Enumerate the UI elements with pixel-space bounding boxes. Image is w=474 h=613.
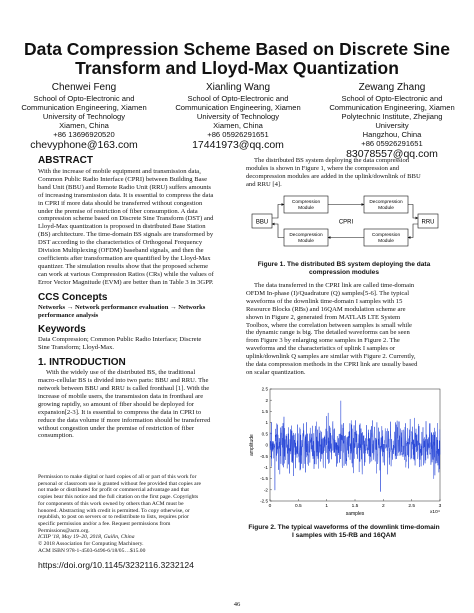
text-line: With the increase of mobile equipment and transmission data, (38, 168, 201, 175)
x-tick-label: 3 (438, 504, 442, 509)
text-line: I samples with 15-RB and 16QAM (291, 532, 397, 539)
paper-title-line1: Data Compression Scheme Based on Discrete Sine (24, 39, 450, 59)
text-line: compression scheme based on Discrete Sine Transform (DST) and (38, 215, 214, 223)
x-tick-label: 2 (381, 504, 385, 509)
ccs-body (38, 304, 236, 320)
author-affiliation: University of Technology (42, 112, 126, 121)
author-block-3 (312, 82, 472, 161)
x-tick-label: 2.5 (408, 504, 416, 509)
module-label: Module (298, 206, 314, 211)
introduction-body (38, 369, 236, 440)
author-affiliation: School of Opto-Electronic and (187, 94, 289, 103)
y-tick-label: -2 (263, 487, 268, 493)
text-line: copies bear this notice and the full citation on the first page. Copyrights (38, 494, 199, 501)
text-line: © 2018 Association for Computing Machinery. (38, 541, 144, 548)
ccs-heading: CCS Concepts (38, 291, 108, 303)
text-line: decompression modules are added in the uplink/downlink of BBU (246, 172, 421, 180)
author-email: 17441973@qq.com (192, 139, 284, 151)
text-line: ICIIP '18, May 19–20, 2018, Guilin, China (38, 534, 135, 541)
text-line: under the premise of restriction of fiber consumption. A data (38, 207, 198, 215)
y-tick-label: 1 (265, 420, 268, 426)
text-line: Sine Transform; Lloyd-Max. (38, 344, 115, 352)
text-line: waveforms of the downlink time-domain I samples with 15 (246, 297, 403, 305)
right-paragraph-1 (246, 157, 442, 189)
author-affiliation: Communication Engineering, Xiamen (21, 103, 147, 112)
bbu-label: BBU (255, 219, 269, 226)
page-number: 46 (233, 601, 241, 608)
text-line: specific permission and/or a fee. Request permissions from (38, 520, 171, 527)
y-tick-label: 2.5 (261, 386, 268, 392)
text-line: shown in Figure 2, generated from MATLAB LTE System (246, 313, 401, 321)
text-line: compression modules (309, 269, 379, 276)
text-line: for components of this work owned by others than ACM must be (38, 500, 184, 507)
y-tick-label: 0.5 (261, 431, 268, 437)
text-line: Resource Blocks (RBs) and 16QAM modulation scheme are (246, 305, 406, 313)
module-label: Module (298, 239, 314, 244)
text-line: waveforms and the characteristics of uplink I samples or (246, 345, 396, 353)
text-line: performance analysis (38, 311, 99, 319)
left-column (38, 155, 236, 440)
text-line: without congestion under the premise of restriction of fiber (38, 424, 195, 432)
text-line: The distributed BS system deploying the data compression (254, 157, 410, 164)
cpri-label: CPRI (338, 219, 354, 226)
abstract-heading: ABSTRACT (38, 155, 93, 166)
text-line: personal or classroom use is granted without fee provided that copies are (38, 480, 201, 487)
author-phone: +86 05926291651 (207, 130, 269, 139)
figure-2-caption (246, 524, 442, 540)
text-line: not made or distributed for profit or commercial advantage and that (38, 487, 189, 494)
author-email: chevyphone@163.com (30, 139, 138, 151)
text-line: increase of mobile users, the transmission data in fronthaul are (38, 392, 204, 400)
author-affiliation: Communication Engineering, Xiamen (175, 103, 301, 112)
author-affiliation: Communication Engineering, Xiamen (329, 103, 455, 112)
text-line: quantizer. The simulation results show that the proposed scheme (38, 262, 208, 270)
x-tick-label: 0.5 (294, 504, 302, 509)
x-axis-label: samples (345, 511, 365, 517)
introduction-heading: 1. INTRODUCTION (38, 357, 126, 369)
text-line: reduce the data volume if more information should be transferred (38, 416, 211, 424)
x-axis-multiplier: x10⁴ (430, 510, 440, 515)
text-line: ACM ISBN 978-1-4503-6496-6/18/05…$15.00 (38, 547, 146, 554)
text-line: honored. Abstracting with credit is permitted. To copy otherwise, or (38, 507, 190, 514)
text-line: Division Multiplexing (OFDM) baseband signals, and then the (38, 247, 204, 255)
text-line: the dynamic range is big. The detailed waveforms can be seen (246, 329, 410, 337)
keywords-heading: Keywords (38, 324, 86, 336)
text-line: Toolbox, where the correlation between samples is small while (246, 321, 412, 329)
author-block-2 (158, 82, 318, 152)
x-tick-label: 1.5 (351, 504, 359, 509)
text-line: from Figure 3 by enlarging some samples in Figure 2. The (246, 337, 400, 345)
text-line: Permission to make digital or hard copies of all or part of this work for (38, 474, 197, 480)
author-affiliation: School of Opto-Electronic and (33, 94, 135, 103)
figure-1-caption (246, 261, 442, 277)
text-line: coefficients after transformation are quantified by the Lloyd-Max (38, 254, 211, 262)
text-line: the data compression methods in the CPRI link are usually based (246, 361, 418, 369)
y-tick-label: -1 (263, 465, 268, 470)
text-line: and RRU [4]. (246, 180, 282, 188)
text-line: network between BBU and RRU is called fronthaul [1]. With the (38, 385, 210, 393)
text-line: growing rapidly, so amount of fiber should be deployed for (38, 400, 194, 408)
author-name: Xianling Wang (205, 82, 271, 93)
module-label: Module (378, 239, 394, 244)
text-line: modules is shown in Figure 1, where the compression and (246, 164, 400, 172)
rru-label: RRU (421, 219, 435, 226)
text-line: Lloyd-Max quantization is proposed in distributed Base Station (38, 223, 206, 231)
author-affiliation: School of Opto-Electronic and (341, 94, 443, 103)
module-label: Compression (291, 200, 321, 205)
text-line: expansion[2-3]. It is essential to compress the data in CPRI to (38, 408, 202, 416)
y-tick-label: -1.5 (260, 476, 268, 482)
text-line: OFDM In-phase (I)/Quadrature (Q) samples[5-6]. The typical (246, 289, 410, 297)
text-line: Data Compression; Common Public Radio Interface; Discrete (38, 336, 202, 344)
text-line: Networks → Network performance evaluation → Networks (38, 303, 206, 311)
module-label: Compression (371, 233, 401, 238)
text-line: republish, to post on servers or to redistribute to lists, requires prior (38, 514, 189, 521)
text-line: can work at various Compression Ratios (CRs) while the values of (38, 270, 214, 278)
author-name: Chenwei Feng (51, 82, 117, 93)
text-line: consumption. (38, 432, 74, 440)
x-tick-label: 1 (325, 504, 329, 509)
module-label: Module (378, 206, 394, 211)
y-tick-label: 0 (265, 442, 268, 448)
text-line: uplink/downlink Q samples are similar with Figure 2. Currently, (246, 353, 416, 361)
author-phone: +86 05926291651 (361, 139, 423, 148)
y-tick-label: -2.5 (260, 498, 268, 504)
y-tick-label: 1.5 (261, 409, 268, 414)
author-email: 83078557@qq.com (346, 148, 438, 160)
doi-link[interactable]: https://doi.org/10.1145/3232116.3232124 (38, 560, 194, 570)
y-tick-label: -0.5 (260, 453, 268, 459)
text-line: band Unit (BBU) and Remote Radio Unit (RRU) suffers amounts (38, 183, 211, 191)
text-line: macro-cellular BS is divided into two parts: BBU and RRU. The (38, 377, 209, 385)
figure-1-diagram (250, 192, 440, 254)
right-paragraph-2 (246, 282, 442, 377)
text-line: on scalar quantization. (246, 368, 306, 376)
author-location: Xiamen, China (59, 121, 109, 130)
y-tick-label: 2 (265, 397, 268, 403)
abstract-body (38, 168, 236, 287)
text-line: (BS) architecture. The time-domain BS signals are transformed by (38, 231, 214, 239)
author-location: Xiamen, China (213, 121, 263, 130)
text-line: With the widely use of the distributed BS, the traditional (46, 369, 196, 377)
figure-2-chart (246, 383, 446, 521)
text-line: Figure 2. The typical waveforms of the downlink time-domain (248, 524, 440, 531)
text-line: of increasing transmission data. It is essential to compress the data (38, 191, 214, 199)
module-label: Decompression (369, 200, 403, 205)
module-label: Decompression (289, 233, 323, 238)
x-tick-label: 0 (268, 504, 272, 509)
author-phone: +86 13696920520 (53, 130, 115, 139)
keywords-body (38, 336, 236, 352)
author-affiliation: Polytechnic Institute, Zhejiang (341, 112, 443, 121)
permission-notice (38, 474, 236, 554)
text-line: Figure 1. The distributed BS system deploying the data (257, 261, 431, 268)
text-line: Permissions@acm.org. (38, 527, 90, 534)
author-location: Hangzhou, China (362, 130, 422, 139)
author-affiliation: University of Technology (196, 112, 280, 121)
text-line: The data transferred in the CPRI link are called time-domain (254, 282, 415, 289)
author-location: University (375, 121, 409, 130)
text-line: Error Vector Magnitude (EVM) are better than in Table 3 in 3GPP. (38, 278, 214, 286)
text-line: DST according to the characteristics of Orthogonal Frequency (38, 239, 203, 247)
author-block-1 (4, 82, 164, 152)
y-axis-label: amplitude (249, 434, 255, 456)
text-line: in CPRI if more data should be transferred without congestion (38, 199, 203, 207)
author-name: Zewang Zhang (358, 82, 426, 93)
text-line: Common Public Radio Interface (CPRI) between Building Base (38, 175, 208, 183)
paper-title-line2: Transform and Lloyd-Max Quantization (75, 58, 399, 78)
